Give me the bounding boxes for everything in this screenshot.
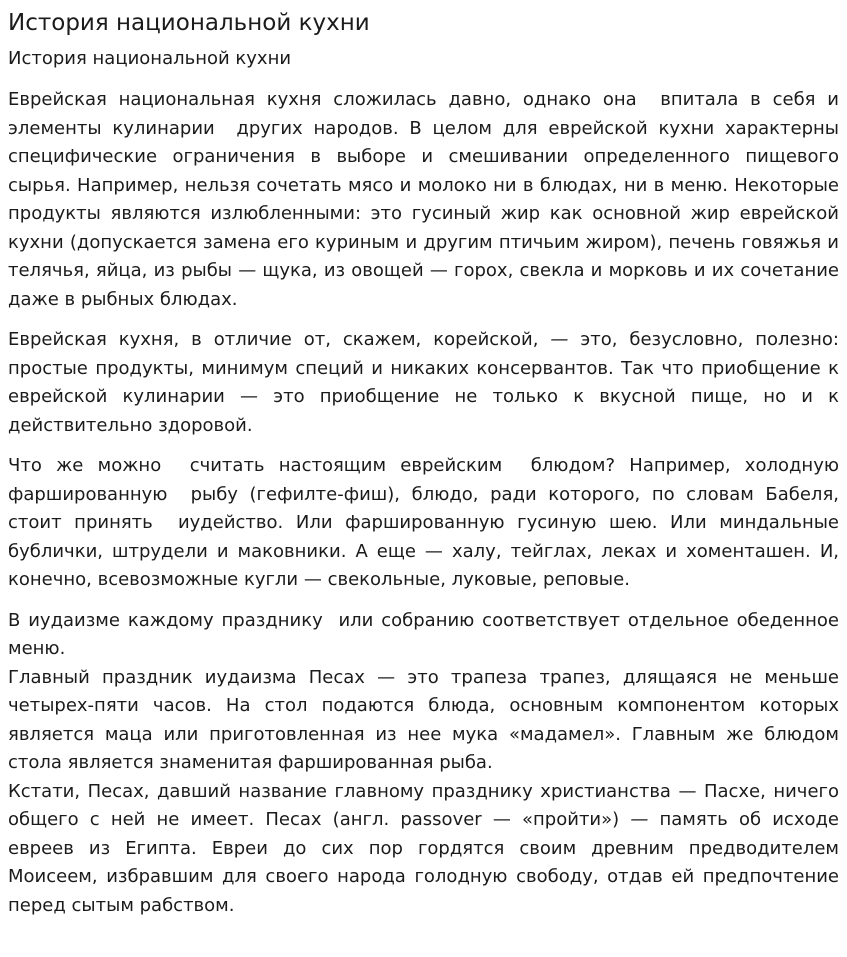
paragraph-dishes: Что же можно считать настоящим еврейским блюдом? Например, холодную фаршированную рыбу (гефилте-фиш), блюдо, ради которого, по словам Бабеля, стоит принять иудейство. Или фаршированную гусиную шею. Или миндальные бублички, штрудели и маковники. А еще — халу, тейглах, леках и хоменташен. И, конечно, всевозможные кугли — свекольные, луковые, реповые. bbox=[8, 455, 845, 590]
paragraph-health: Еврейская кухня, в отличие от, скажем, корейской, — это, безусловно, полезно: простые продукты, минимум специй и никаких консервантов. Так что приобщение к еврейской кулинарии — это приобщение не только к вкусной пище, но и к действительно здоровой. bbox=[8, 329, 845, 436]
page-title: История национальной кухни bbox=[8, 10, 370, 36]
paragraph-holiday-menu: В иудаизме каждому празднику или собранию соответствует отдельное обеденное меню. bbox=[8, 609, 845, 659]
page-subtitle: История национальной кухни bbox=[8, 48, 292, 69]
paragraph-passover: Кстати, Песах, давший название главному празднику христианства — Пасхе, ничего общего с ней не имеет. Песах (англ. passover — «пройти») — память об исходе евреев из Египта. Евреи до сих пор гордятся своим древним предводителем Моисеем, избравшим для своего народа голодную свободу, отдав ей предпочтение перед сытым рабством. bbox=[8, 780, 845, 916]
paragraph-pesach: Главный праздник иудаизма Песах — это трапеза трапез, длящаяся не меньше четырех-пяти часов. На стол подаются блюда, основным компонентом которых является маца или приготовленная из нее мука «мадамел». Главным же блюдом стола является знаменитая фаршированная рыба. bbox=[8, 666, 845, 773]
paragraph-intro: Еврейская национальная кухня сложилась давно, однако она впитала в себя и элементы кулинарии других народов. В целом для еврейской кухни характерны специфические ограничения в выборе и смешивании определенного пищевого сырья. Например, нельзя сочетать мясо и молоко ни в блюдах, ни в меню. Некоторые продукты являются излюбленными: это гусиный жир как основной жир еврейской кухни (допускается замена его куриным и другим птичьим жиром), печень говяжья и телячья, яйца, из рыбы — щука, из овощей — горох, свекла и морковь и их сочетание даже в рыбных блюдах. bbox=[8, 89, 845, 310]
